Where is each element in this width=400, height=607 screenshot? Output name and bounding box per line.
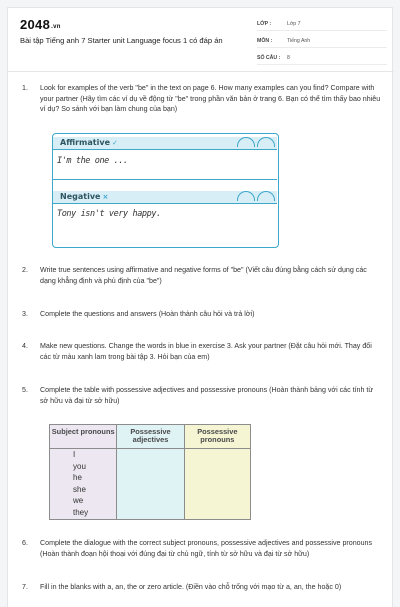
question-2 xyxy=(22,265,382,286)
question-number: 1. xyxy=(22,84,28,92)
question-text: Fill in the blanks with a, an, the or zero article. (Điền vào chỗ trống với mạo từ a, an, the hoặc 0) xyxy=(40,583,342,591)
affirmative-example: I'm the one ... xyxy=(57,156,128,166)
cross-icon: × xyxy=(102,193,109,201)
question-5 xyxy=(22,385,382,406)
meta-label: SỐ CÂU : xyxy=(257,54,281,61)
question-text: Complete the table with possessive adjectives and possessive pronouns (Hoàn thành bảng với các tính từ sở hữu và đại từ sở hữu) xyxy=(40,386,374,405)
list-item: we xyxy=(73,496,84,506)
question-7 xyxy=(22,582,382,593)
document-header xyxy=(8,8,394,72)
check-icon: ✓ xyxy=(112,139,118,147)
negative-example: Tony isn't very happy. xyxy=(57,209,161,219)
table-header-row xyxy=(50,425,251,449)
question-text: Look for examples of the verb "be" in the text on page 6. How many examples can you find? Compare with your partner (Hãy tìm các ví dụ về động từ "be" trong phần văn bản ở trang 6. Bạn có thể tìm thấy bao nhiêu ví dụ? So sánh với bạn làm chung của bạn) xyxy=(40,84,381,114)
meta-label: MÔN : xyxy=(257,37,273,44)
header-possessive-adjectives: Possessive adjectives xyxy=(117,425,184,449)
question-text: Write true sentences using affirmative and negative forms of "be" (Viết câu đúng bằng cách sử dụng các dạng khẳng định và phủ định của "be") xyxy=(40,266,367,285)
meta-label: LỚP : xyxy=(257,20,272,27)
question-3 xyxy=(22,309,382,320)
meta-row-subject xyxy=(257,34,387,48)
question-number: 4. xyxy=(22,342,28,350)
meta-value: Lớp 7 xyxy=(287,20,301,27)
divider xyxy=(53,149,277,150)
divider xyxy=(53,203,277,204)
be-forms-figure xyxy=(52,133,279,248)
meta-row-count xyxy=(257,51,387,65)
affirmative-label: Affirmative ✓ xyxy=(60,138,118,147)
possessive-adjective-column xyxy=(117,449,184,520)
question-text: Make new questions. Change the words in blue in exercise 3. Ask your partner (Đặt câu hỏi mới. Thay đổi các từ màu xanh lam trong bài tập 3. Hỏi bạn của em) xyxy=(40,342,372,361)
pronoun-list xyxy=(50,449,116,519)
divider xyxy=(53,179,277,180)
list-item: you xyxy=(73,461,86,471)
question-number: 2. xyxy=(22,266,28,274)
header-subject-pronouns: Subject pronouns xyxy=(50,425,117,449)
question-text: Complete the questions and answers (Hoàn thành câu hỏi và trả lời) xyxy=(40,310,255,318)
negative-label: Negative × xyxy=(60,192,109,201)
question-1 xyxy=(22,83,382,115)
possessives-table xyxy=(49,424,251,520)
meta-row-class xyxy=(257,17,387,31)
question-number: 5. xyxy=(22,386,28,394)
question-4 xyxy=(22,341,382,362)
meta-value: Tiếng Anh xyxy=(287,37,311,44)
subject-pronoun-column xyxy=(50,449,117,520)
question-number: 6. xyxy=(22,539,28,547)
question-text: Complete the dialogue with the correct subject pronouns, possessive adjectives and possessive pronouns (Hoàn thành đoạn hội thoại với đúng đại từ chủ ngữ, tính từ sở hữu và đại từ sở hữu) xyxy=(40,539,373,558)
document-page xyxy=(7,7,393,607)
table-body-row xyxy=(50,449,251,520)
possessive-pronoun-column xyxy=(184,449,250,520)
question-number: 3. xyxy=(22,310,28,318)
question-6 xyxy=(22,538,382,559)
document-meta xyxy=(257,17,387,68)
list-item: I xyxy=(73,450,76,459)
list-item: he xyxy=(73,473,82,483)
site-logo[interactable]: 2048.vn xyxy=(20,17,61,32)
meta-value: 8 xyxy=(287,54,290,61)
list-item: she xyxy=(73,484,86,494)
header-possessive-pronouns: Possessive pronouns xyxy=(184,425,250,449)
document-title: Bài tập Tiếng anh 7 Starter unit Language focus 1 có đáp án xyxy=(20,36,223,45)
question-number: 7. xyxy=(22,583,28,591)
list-item: they xyxy=(73,507,89,517)
